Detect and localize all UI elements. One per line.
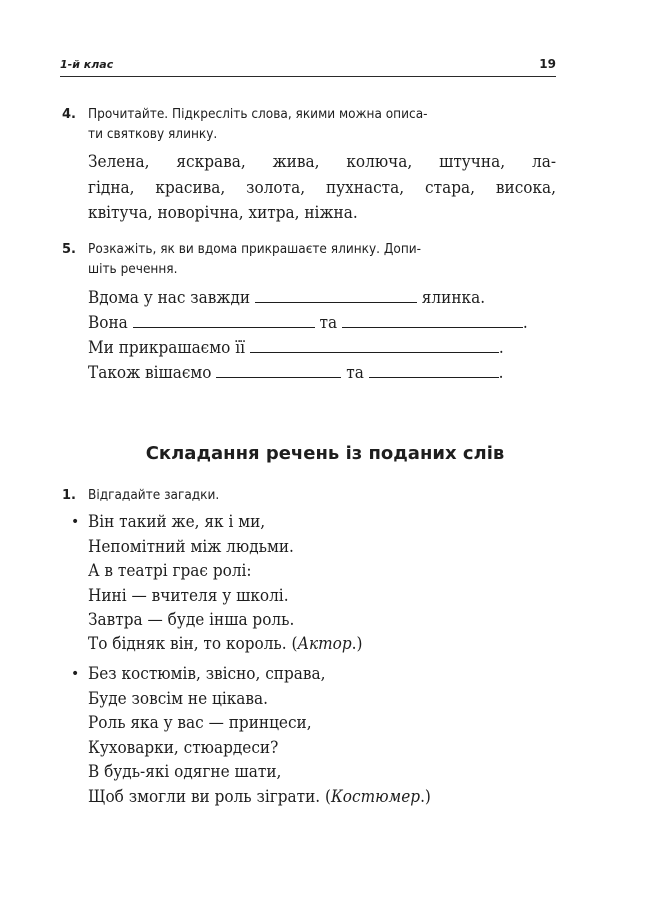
sentence-1-start: Вдома у нас завжди [88,288,251,308]
riddle-1-answer-open: ( [291,634,298,654]
sentence-2-end: . [522,313,528,333]
riddle-2-bullet: • [71,666,80,682]
task-5-instruction [88,239,558,279]
section-title: Складання речень із поданих слів [145,443,505,464]
answer-blank[interactable] [216,363,341,378]
riddle-1-last-line [88,632,362,656]
riddle-1-line: Непомітний між людьми. [88,537,294,557]
riddle-1-line: Він такий же, як і ми, [88,512,266,532]
task-5-number: 5. [62,242,76,257]
riddle-2-line: Без костюмів, звісно, справа, [88,664,326,684]
task-4-instruction [88,104,558,144]
sentence-2 [88,311,528,335]
riddle-2-answer-close: .) [420,787,431,807]
riddle-1-line: Завтра — буде інша роль. [88,610,295,630]
riddle-2-last-line [88,785,431,809]
page-header [60,56,556,77]
page-number: 19 [539,57,556,71]
task-4-number: 4. [62,107,76,122]
sentence-4-mid: та [346,363,364,383]
riddle-1-answer: Актор [297,634,352,654]
riddle-1-line: Нині — вчителя у школі. [88,586,289,606]
riddles-task-instruction: Відгадайте загадки. [88,487,220,503]
task-4-instruction-line: Прочитайте. Підкресліть слова, якими можна описа- [88,106,428,122]
task-4-words-line: квітуча, новорічна, хитра, ніжна. [88,203,358,223]
riddle-2-line: Буде зовсім не цікава. [88,689,268,709]
answer-blank[interactable] [255,288,417,303]
riddles-task-number: 1. [62,488,76,503]
sentence-2-start: Вона [88,313,128,333]
sentence-1 [88,286,485,310]
answer-blank[interactable] [250,338,499,353]
riddle-2-answer-open: ( [325,787,331,807]
sentence-4 [88,361,504,385]
sentence-3-end: . [498,338,504,358]
riddle-2-line: Куховарки, стюардеси? [88,738,279,758]
riddle-1-bullet: • [71,514,80,530]
grade-label: 1-й клас [60,58,114,71]
answer-blank[interactable] [133,313,315,328]
riddle-2-line: В будь-які одягне шати, [88,762,282,782]
riddle-2-line: Щоб змогли ви роль зіграти. [88,787,321,807]
task-4-instruction-line: ти святкову ялинку. [88,126,218,142]
answer-blank[interactable] [342,313,523,328]
task-5-instruction-line: шіть речення. [88,261,178,277]
sentence-3 [88,336,504,360]
riddle-2-line: Роль яка у вас — принцеси, [88,713,312,733]
sentence-2-mid: та [319,313,338,333]
riddle-1-line: А в театрі грає ролі: [88,561,252,581]
task-4-words-line: Зелена, яскрава, жива, колюча, штучна, ла- [88,152,556,172]
task-5-instruction-line: Розкажіть, як ви вдома прикрашаєте ялинку. Допи- [88,241,422,257]
riddle-2-answer: Костюмер [330,787,421,807]
sentence-4-start: Також вішаємо [88,363,212,383]
task-4-words-line: гідна, красива, золота, пухнаста, стара, висока, [88,178,556,198]
riddle-1-line: То бідняк він, то король. [88,634,287,654]
riddle-1-answer-close: .) [351,634,363,654]
answer-blank[interactable] [369,363,499,378]
sentence-1-end: ялинка. [421,288,486,308]
sentence-3-start: Ми прикрашаємо її [88,338,245,358]
sentence-4-end: . [498,363,504,383]
